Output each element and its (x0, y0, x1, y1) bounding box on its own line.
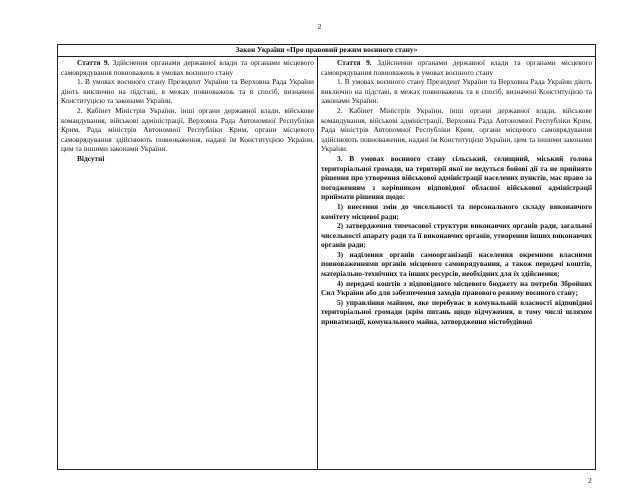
page-number-bottom: 2 (588, 476, 592, 485)
table-body-row (58, 57, 596, 470)
left-paragraph-1: 1. В умовах воєнного стану Президент України та Верховна Рада України діють виключно на підставі, в межах повноважень та в спосіб, визначені Конституцією та законами України. (61, 77, 314, 106)
table-header-row (58, 45, 596, 57)
law-title: Закон України «Про правовий режим воєнного стану» (58, 45, 596, 57)
left-article-text: Здійснення органами державної влади та органами місцевого самоврядування повноважень в умовах воєнного стану (61, 58, 314, 77)
right-item-1: 1) внесення змін до чисельності та персонального складу виконавчого комітету місцевої ради; (321, 201, 593, 221)
right-article-heading (321, 58, 592, 77)
right-column-text (318, 57, 595, 469)
left-column-cell (58, 57, 318, 470)
right-column-cell (318, 57, 596, 470)
right-item-5: 5) управління майном, яке перебуває в комунальній власності відповідної територіальної громади (крім питань щодо відчуження, в тому числі шляхом приватизації, комунального майна, затвердження містобудівної (321, 297, 593, 327)
right-article-label: Стаття 9. (337, 58, 372, 67)
left-article-heading (61, 58, 314, 77)
right-paragraph-3: 3. В умовах воєнного стану сільський, селищний, міський голова територіальної громади, на території якої не ведуться бойові дії та не прийнято рішення про утворення військової адміністрації населених пунктів, має право за погодженням з керівником відповідної обласної військової адміністрації приймати рішення щодо: (321, 153, 593, 202)
right-article-text: Здійснення органами державної влади та органами місцевого самоврядування повноважень в умовах воєнного стану (321, 58, 592, 77)
comparison-table (57, 44, 596, 470)
right-item-2: 2) затвердження тимчасової структури виконавчих органів ради, загальної чисельності апарату ради та її виконавчих органів, утворення інших виконавчих органів ради; (321, 221, 593, 250)
right-item-4: 4) передачі коштів з відповідного місцевого бюджету на потреби Збройних Сил України або для забезпечення заходів правового режиму воєнного стану; (321, 278, 593, 298)
left-column-text (58, 57, 317, 469)
page-number-top: 2 (317, 22, 322, 31)
left-paragraph-2: 2. Кабінет Міністрів України, інші органи державної влади, військове командування, військові адміністрації, Верховна Рада Автономної Республіки Крим, Рада міністрів Автономної Республіки Крим, органи місцевого самоврядування здійснюють повноваження, надані їм Конституцією України, цим та іншими законами України. (61, 105, 314, 154)
left-article-label: Стаття 9. (77, 58, 110, 67)
right-paragraph-1: 1. В умовах воєнного стану Президент України та Верховна Рада України діють виключно на підставі, в межах повноважень та в спосіб, визначені Конституцією та законами України. (321, 77, 593, 106)
right-item-3: 3) наділення органів самоорганізації населення окремими власними повноваженнями органів місцевого самоврядування, а також передачі коштів, матеріально-технічних та інших ресурсів, необхідних для їх здійснення; (321, 249, 593, 279)
right-paragraph-2: 2. Кабінет Міністрів України, інші органи державної влади, військове командування, військові адміністрації, Верховна Рада Автономної Республіки Крим, Рада міністрів Автономної Республіки Крим, органи місцевого самоврядування здійснюють повноваження, надані їм Конституцією України, цим та іншими законами України. (321, 105, 593, 154)
left-absent-note: Відсутні (77, 153, 105, 163)
